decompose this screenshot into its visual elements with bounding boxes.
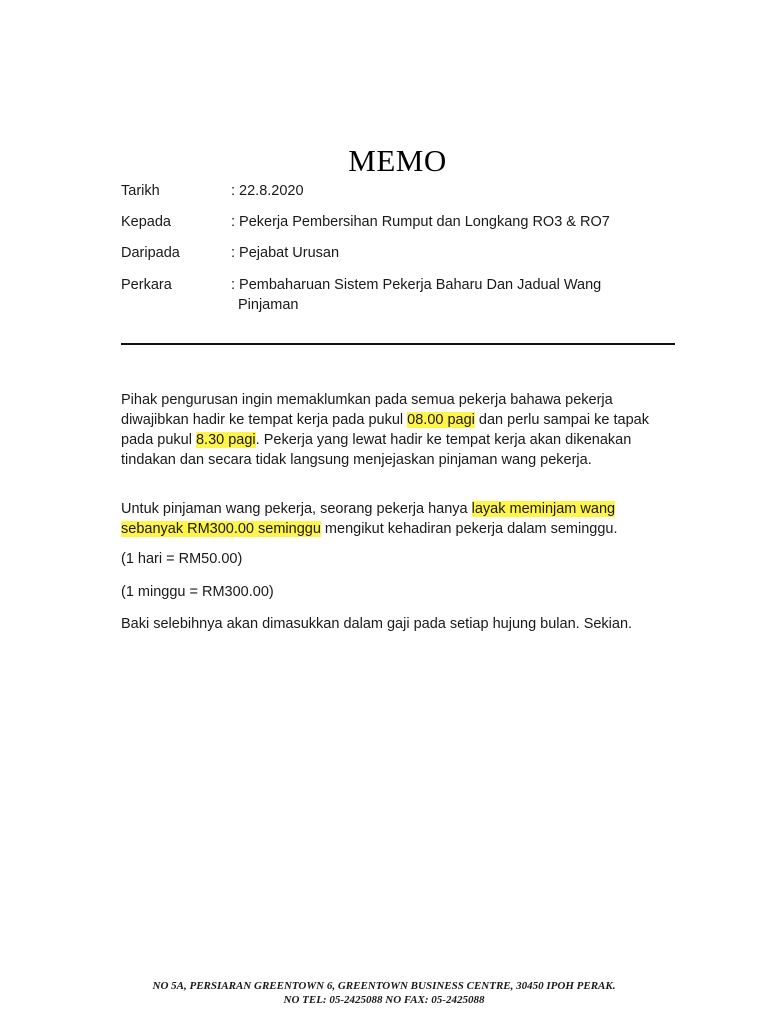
header-divider <box>121 343 675 345</box>
footer-line-address: NO 5A, PERSIARAN GREENTOWN 6, GREENTOWN BUSINESS CENTRE, 30450 IPOH PERAK. <box>152 980 616 992</box>
body-paragraph-1 <box>121 390 666 470</box>
header-value: : 22.8.2020 <box>231 183 304 199</box>
header-label: Perkara <box>121 277 172 293</box>
body-paragraph-2 <box>121 499 666 539</box>
header-label: Tarikh <box>121 183 160 199</box>
body-text: Untuk pinjaman wang pekerja, seorang pekerja hanya <box>121 501 472 517</box>
header-value: : Pembaharuan Sistem Pekerja Baharu Dan Jadual Wang Pinjaman <box>231 277 602 313</box>
body-paragraph-3: (1 hari = RM50.00) <box>121 551 243 567</box>
header-value: : Pekerja Pembersihan Rumput dan Longkang RO3 & RO7 <box>231 214 610 230</box>
body-text: . Pekerja yang lewat hadir ke tempat kerja akan dikenakan tindakan dan secara tidak langsung menjejaskan pinjaman wang pekerja. <box>121 432 632 468</box>
body-paragraph-5: Baki selebihnya akan dimasukkan dalam gaji pada setiap hujung bulan. Sekian. <box>121 616 633 632</box>
body-paragraph-4: (1 minggu = RM300.00) <box>121 584 274 600</box>
body-text: Pihak pengurusan ingin memaklumkan pada semua pekerja bahawa pekerja diwajibkan hadir ke tempat kerja pada pukul <box>121 392 613 428</box>
header-value: : Pejabat Urusan <box>231 245 340 261</box>
body-text: dan perlu sampai ke tapak pada pukul <box>121 412 649 448</box>
footer-address <box>0 979 768 1007</box>
header-label: Daripada <box>121 245 180 261</box>
header-label: Kepada <box>121 214 171 230</box>
footer-line-contact: NO TEL: 05-2425088 NO FAX: 05-2425088 <box>283 994 485 1006</box>
memo-title: MEMO <box>348 143 447 178</box>
highlighted-text: 8.30 pagi <box>195 432 256 448</box>
highlighted-text: layak meminjam wang sebanyak RM300.00 seminggu <box>121 501 616 537</box>
body-text: mengikut kehadiran pekerja dalam seminggu. <box>320 521 618 537</box>
highlighted-text: 08.00 pagi <box>407 412 475 428</box>
